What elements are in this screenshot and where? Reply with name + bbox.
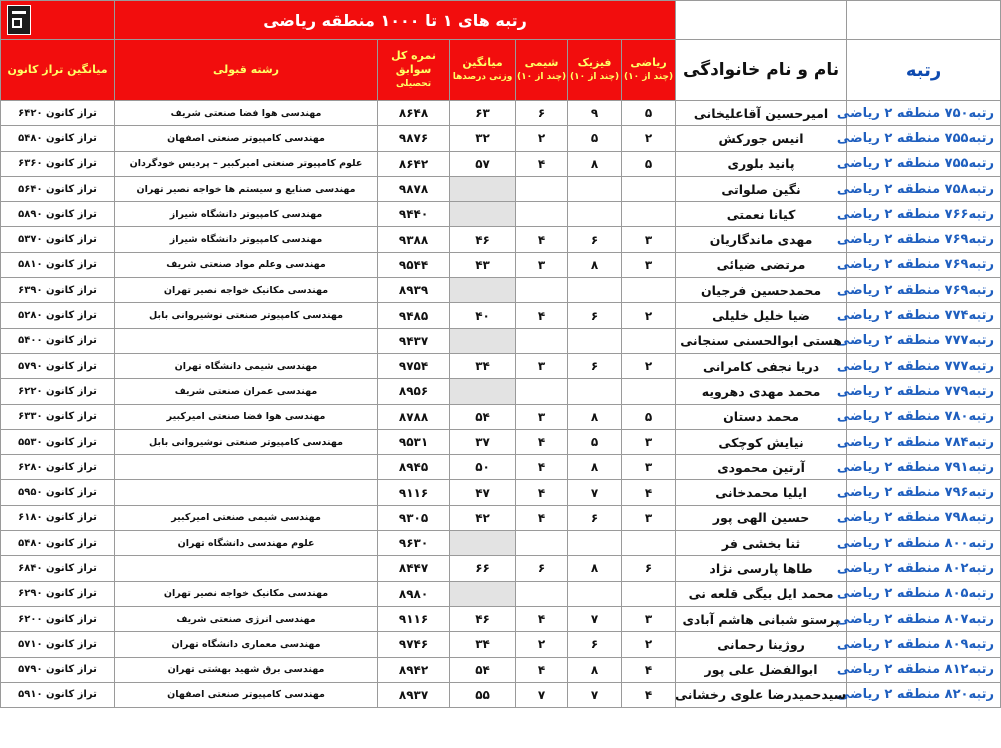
table-row xyxy=(1,505,1001,530)
cell-major: مهندسی کامپیوتر صنعتی نوشیروانی بابل xyxy=(115,429,378,454)
table-row xyxy=(1,682,1001,707)
title-blank-mid xyxy=(676,1,847,40)
table-row xyxy=(1,126,1001,151)
cell-avg: ۵۴ xyxy=(450,657,516,682)
cell-kanoon: تراز کانون ۵۹۱۰ xyxy=(1,682,115,707)
cell-physics: ۷ xyxy=(568,606,622,631)
cell-score: ۹۸۷۸ xyxy=(378,176,450,201)
header-physics xyxy=(568,40,622,101)
cell-kanoon: تراز کانون ۶۸۴۰ xyxy=(1,556,115,581)
table-body xyxy=(1,101,1001,708)
cell-major: مهندسی کامپیوتر صنعتی اصفهان xyxy=(115,126,378,151)
cell-major: مهندسی کامپیوتر دانشگاه شیراز xyxy=(115,202,378,227)
cell-name: هستی ابوالحسنی سنجانی xyxy=(676,328,847,353)
cell-avg: ۵۵ xyxy=(450,682,516,707)
cell-score: ۸۶۴۸ xyxy=(378,101,450,126)
cell-score: ۹۵۴۴ xyxy=(378,252,450,277)
cell-chemistry: ۴ xyxy=(516,429,568,454)
cell-major: مهندسی هوا فضا صنعتی شریف xyxy=(115,101,378,126)
kanoon-logo-icon xyxy=(7,5,31,35)
cell-math: ۳ xyxy=(622,505,676,530)
cell-name: محمد مهدی دهرویه xyxy=(676,379,847,404)
cell-major: مهندسی معماری دانشگاه تهران xyxy=(115,632,378,657)
cell-chemistry: ۴ xyxy=(516,505,568,530)
cell-name: نیایش کوچکی xyxy=(676,429,847,454)
cell-physics: ۹ xyxy=(568,101,622,126)
cell-name: پانید بلوری xyxy=(676,151,847,176)
cell-chemistry xyxy=(516,202,568,227)
cell-physics: ۸ xyxy=(568,151,622,176)
cell-score: ۹۷۵۴ xyxy=(378,353,450,378)
cell-name: ابوالفضل علی پور xyxy=(676,657,847,682)
table-row xyxy=(1,531,1001,556)
header-score-label: نمره کل سوابق xyxy=(391,49,436,76)
cell-math: ۳ xyxy=(622,227,676,252)
cell-math: ۶ xyxy=(622,556,676,581)
cell-kanoon: تراز کانون ۵۲۸۰ xyxy=(1,303,115,328)
cell-physics: ۸ xyxy=(568,657,622,682)
cell-rank: رتبه۷۹۸ منطقه ۲ ریاضی xyxy=(847,505,1001,530)
cell-avg: ۴۶ xyxy=(450,606,516,631)
cell-chemistry: ۴ xyxy=(516,455,568,480)
header-major: رشته قبولی xyxy=(115,40,378,101)
cell-rank: رتبه۷۵۵ منطقه ۲ ریاضی xyxy=(847,151,1001,176)
header-physics-label: فیزیک xyxy=(577,56,612,69)
table-row xyxy=(1,252,1001,277)
cell-kanoon: تراز کانون ۵۹۵۰ xyxy=(1,480,115,505)
cell-chemistry: ۲ xyxy=(516,632,568,657)
table-row xyxy=(1,278,1001,303)
cell-major xyxy=(115,480,378,505)
cell-score: ۹۱۱۶ xyxy=(378,480,450,505)
cell-kanoon: تراز کانون ۵۴۸۰ xyxy=(1,126,115,151)
cell-rank: رتبه۷۷۷ منطقه ۲ ریاضی xyxy=(847,328,1001,353)
table-row xyxy=(1,101,1001,126)
cell-avg: ۶۶ xyxy=(450,556,516,581)
cell-chemistry: ۶ xyxy=(516,101,568,126)
cell-name: محمد دستان xyxy=(676,404,847,429)
cell-chemistry: ۶ xyxy=(516,556,568,581)
cell-score: ۸۹۴۲ xyxy=(378,657,450,682)
cell-major: مهندسی وعلم مواد صنعتی شریف xyxy=(115,252,378,277)
cell-rank: رتبه۷۸۰ منطقه ۲ ریاضی xyxy=(847,404,1001,429)
cell-major: مهندسی هوا فضا صنعتی امیرکبیر xyxy=(115,404,378,429)
cell-major: مهندسی مکانیک خواجه نصیر تهران xyxy=(115,278,378,303)
cell-math: ۲ xyxy=(622,303,676,328)
cell-math: ۳ xyxy=(622,429,676,454)
header-avg-label: میانگین xyxy=(462,56,503,69)
cell-score: ۹۶۳۰ xyxy=(378,531,450,556)
header-chemistry-label: شیمی xyxy=(524,56,559,69)
cell-chemistry: ۷ xyxy=(516,682,568,707)
cell-kanoon: تراز کانون ۶۴۲۰ xyxy=(1,101,115,126)
table-row xyxy=(1,657,1001,682)
cell-chemistry: ۴ xyxy=(516,151,568,176)
cell-kanoon: تراز کانون ۶۲۸۰ xyxy=(1,455,115,480)
header-name: نام و نام خانوادگی xyxy=(676,40,847,101)
header-rank: رتبه xyxy=(847,40,1001,101)
cell-avg: ۶۳ xyxy=(450,101,516,126)
cell-math: ۵ xyxy=(622,101,676,126)
cell-physics xyxy=(568,202,622,227)
cell-major xyxy=(115,328,378,353)
cell-physics: ۸ xyxy=(568,252,622,277)
cell-chemistry: ۳ xyxy=(516,404,568,429)
cell-avg: ۴۳ xyxy=(450,252,516,277)
cell-avg: ۵۴ xyxy=(450,404,516,429)
cell-name: ثنا بخشی فر xyxy=(676,531,847,556)
cell-name: ایلیا محمدخانی xyxy=(676,480,847,505)
cell-physics: ۵ xyxy=(568,429,622,454)
cell-rank: رتبه۷۵۰ منطقه ۲ ریاضی xyxy=(847,101,1001,126)
cell-kanoon: تراز کانون ۵۳۷۰ xyxy=(1,227,115,252)
cell-major: مهندسی کامپیوتر دانشگاه شیراز xyxy=(115,227,378,252)
table-row xyxy=(1,227,1001,252)
cell-math xyxy=(622,278,676,303)
cell-rank: رتبه۷۷۴ منطقه ۲ ریاضی xyxy=(847,303,1001,328)
cell-physics: ۶ xyxy=(568,227,622,252)
table-row xyxy=(1,480,1001,505)
cell-chemistry: ۴ xyxy=(516,657,568,682)
cell-math xyxy=(622,379,676,404)
cell-score: ۹۴۳۷ xyxy=(378,328,450,353)
cell-avg xyxy=(450,176,516,201)
table-row xyxy=(1,632,1001,657)
cell-major xyxy=(115,556,378,581)
cell-physics: ۸ xyxy=(568,455,622,480)
cell-avg: ۳۴ xyxy=(450,353,516,378)
cell-chemistry: ۳ xyxy=(516,252,568,277)
cell-physics xyxy=(568,531,622,556)
cell-name: آرتین محمودی xyxy=(676,455,847,480)
cell-name: انیس جورکش xyxy=(676,126,847,151)
header-score xyxy=(378,40,450,101)
cell-math: ۳ xyxy=(622,606,676,631)
cell-major: مهندسی مکانیک خواجه نصیر تهران xyxy=(115,581,378,606)
cell-math: ۴ xyxy=(622,682,676,707)
title-row xyxy=(1,1,1001,40)
cell-kanoon: تراز کانون ۵۶۴۰ xyxy=(1,176,115,201)
cell-kanoon: تراز کانون ۶۳۳۰ xyxy=(1,404,115,429)
title-blank-right xyxy=(847,1,1001,40)
cell-name: مرتضی ضیائی xyxy=(676,252,847,277)
cell-score: ۸۴۴۷ xyxy=(378,556,450,581)
cell-avg: ۴۲ xyxy=(450,505,516,530)
cell-score: ۸۹۴۵ xyxy=(378,455,450,480)
cell-physics: ۶ xyxy=(568,505,622,530)
cell-physics: ۷ xyxy=(568,682,622,707)
cell-score: ۹۷۴۶ xyxy=(378,632,450,657)
cell-name: طاها پارسی نژاد xyxy=(676,556,847,581)
cell-avg xyxy=(450,379,516,404)
header-avg xyxy=(450,40,516,101)
cell-avg: ۳۷ xyxy=(450,429,516,454)
table-row xyxy=(1,606,1001,631)
cell-physics xyxy=(568,581,622,606)
page-title: رتبه های ۱ تا ۱۰۰۰ منطقه ریاضی xyxy=(115,1,676,40)
cell-avg: ۵۰ xyxy=(450,455,516,480)
cell-name: سیدحمیدرضا علوی رخشانی xyxy=(676,682,847,707)
cell-chemistry: ۴ xyxy=(516,480,568,505)
cell-rank: رتبه۷۹۱ منطقه ۲ ریاضی xyxy=(847,455,1001,480)
cell-kanoon: تراز کانون ۵۴۰۰ xyxy=(1,328,115,353)
cell-name: محمدحسین فرجیان xyxy=(676,278,847,303)
cell-physics: ۸ xyxy=(568,404,622,429)
cell-kanoon: تراز کانون ۶۲۰۰ xyxy=(1,606,115,631)
cell-chemistry: ۲ xyxy=(516,126,568,151)
cell-math: ۲ xyxy=(622,126,676,151)
cell-name: ضیا خلیل خلیلی xyxy=(676,303,847,328)
cell-kanoon: تراز کانون ۵۷۹۰ xyxy=(1,353,115,378)
cell-chemistry: ۴ xyxy=(516,303,568,328)
cell-kanoon: تراز کانون ۶۳۶۰ xyxy=(1,151,115,176)
cell-math xyxy=(622,328,676,353)
cell-rank: رتبه۸۰۹ منطقه ۲ ریاضی xyxy=(847,632,1001,657)
cell-rank: رتبه۷۷۹ منطقه ۲ ریاضی xyxy=(847,379,1001,404)
header-physics-sub: (چند از ۱۰) xyxy=(569,72,620,82)
table-row xyxy=(1,353,1001,378)
cell-avg: ۴۰ xyxy=(450,303,516,328)
table-row xyxy=(1,581,1001,606)
cell-name: پرستو شبانی هاشم آبادی xyxy=(676,606,847,631)
cell-math: ۵ xyxy=(622,151,676,176)
cell-rank: رتبه۸۲۰ منطقه ۲ ریاضی xyxy=(847,682,1001,707)
cell-math: ۴ xyxy=(622,657,676,682)
cell-score: ۸۹۳۷ xyxy=(378,682,450,707)
cell-name: حسین الهی پور xyxy=(676,505,847,530)
cell-score: ۹۱۱۶ xyxy=(378,606,450,631)
cell-physics: ۷ xyxy=(568,480,622,505)
cell-score: ۹۸۷۶ xyxy=(378,126,450,151)
header-math xyxy=(622,40,676,101)
cell-kanoon: تراز کانون ۵۷۹۰ xyxy=(1,657,115,682)
header-math-sub: (چند از ۱۰) xyxy=(623,72,674,82)
cell-major: علوم کامپیوتر صنعتی امیرکبیر – پردیس خودگردان xyxy=(115,151,378,176)
header-kanoon: میانگین تراز کانون xyxy=(1,40,115,101)
cell-math: ۴ xyxy=(622,480,676,505)
cell-rank: رتبه۷۶۹ منطقه ۲ ریاضی xyxy=(847,227,1001,252)
header-math-label: ریاضی xyxy=(630,56,667,69)
cell-score: ۹۴۸۵ xyxy=(378,303,450,328)
cell-major: مهندسی کامپیوتر صنعتی اصفهان xyxy=(115,682,378,707)
cell-score: ۹۵۳۱ xyxy=(378,429,450,454)
header-score-sub: تحصیلی xyxy=(395,79,432,89)
cell-kanoon: تراز کانون ۵۷۱۰ xyxy=(1,632,115,657)
cell-chemistry xyxy=(516,278,568,303)
table-row xyxy=(1,455,1001,480)
cell-kanoon: تراز کانون ۵۸۹۰ xyxy=(1,202,115,227)
cell-chemistry xyxy=(516,176,568,201)
cell-avg: ۳۴ xyxy=(450,632,516,657)
cell-major: مهندسی کامپیوتر صنعتی نوشیروانی بابل xyxy=(115,303,378,328)
cell-name: مهدی ماندگاریان xyxy=(676,227,847,252)
cell-avg xyxy=(450,581,516,606)
table-row xyxy=(1,176,1001,201)
table-row xyxy=(1,404,1001,429)
cell-name: کیانا نعمتی xyxy=(676,202,847,227)
cell-rank: رتبه۸۰۰ منطقه ۲ ریاضی xyxy=(847,531,1001,556)
table-row xyxy=(1,202,1001,227)
cell-avg xyxy=(450,328,516,353)
cell-physics xyxy=(568,328,622,353)
cell-kanoon: تراز کانون ۶۲۹۰ xyxy=(1,581,115,606)
header-row xyxy=(1,40,1001,101)
cell-score: ۹۳۰۵ xyxy=(378,505,450,530)
cell-chemistry xyxy=(516,531,568,556)
cell-rank: رتبه۸۱۲ منطقه ۲ ریاضی xyxy=(847,657,1001,682)
cell-rank: رتبه۷۶۹ منطقه ۲ ریاضی xyxy=(847,252,1001,277)
cell-rank: رتبه۷۹۶ منطقه ۲ ریاضی xyxy=(847,480,1001,505)
cell-score: ۸۹۸۰ xyxy=(378,581,450,606)
cell-major: مهندسی برق شهید بهشتی تهران xyxy=(115,657,378,682)
cell-math: ۲ xyxy=(622,632,676,657)
cell-major: مهندسی عمران صنعتی شریف xyxy=(115,379,378,404)
cell-physics xyxy=(568,379,622,404)
cell-rank: رتبه۸۰۲ منطقه ۲ ریاضی xyxy=(847,556,1001,581)
cell-math: ۳ xyxy=(622,252,676,277)
cell-score: ۸۶۴۲ xyxy=(378,151,450,176)
cell-name: محمد ایل بیگی قلعه نی xyxy=(676,581,847,606)
cell-physics: ۸ xyxy=(568,556,622,581)
cell-chemistry xyxy=(516,581,568,606)
cell-rank: رتبه۷۵۸ منطقه ۲ ریاضی xyxy=(847,176,1001,201)
table-row xyxy=(1,151,1001,176)
table-row xyxy=(1,429,1001,454)
cell-major: علوم مهندسی دانشگاه تهران xyxy=(115,531,378,556)
cell-name: دریا نجفی کامرانی xyxy=(676,353,847,378)
cell-rank: رتبه۷۵۵ منطقه ۲ ریاضی xyxy=(847,126,1001,151)
cell-physics: ۶ xyxy=(568,353,622,378)
table-row xyxy=(1,303,1001,328)
cell-rank: رتبه۸۰۵ منطقه ۲ ریاضی xyxy=(847,581,1001,606)
table-row xyxy=(1,328,1001,353)
table-row xyxy=(1,556,1001,581)
cell-avg xyxy=(450,531,516,556)
cell-score: ۸۷۸۸ xyxy=(378,404,450,429)
table-row xyxy=(1,379,1001,404)
cell-score: ۹۴۴۰ xyxy=(378,202,450,227)
cell-score: ۹۳۸۸ xyxy=(378,227,450,252)
cell-avg: ۳۲ xyxy=(450,126,516,151)
cell-avg xyxy=(450,278,516,303)
cell-math xyxy=(622,531,676,556)
logo-cell xyxy=(1,1,115,40)
cell-chemistry: ۴ xyxy=(516,227,568,252)
cell-chemistry xyxy=(516,379,568,404)
header-chemistry xyxy=(516,40,568,101)
cell-major: مهندسی شیمی صنعتی امیرکبیر xyxy=(115,505,378,530)
cell-rank: رتبه۷۸۴ منطقه ۲ ریاضی xyxy=(847,429,1001,454)
cell-math: ۲ xyxy=(622,353,676,378)
cell-physics: ۵ xyxy=(568,126,622,151)
cell-score: ۸۹۵۶ xyxy=(378,379,450,404)
cell-score: ۸۹۳۹ xyxy=(378,278,450,303)
cell-avg xyxy=(450,202,516,227)
cell-rank: رتبه۸۰۷ منطقه ۲ ریاضی xyxy=(847,606,1001,631)
cell-name: نگین صلواتی xyxy=(676,176,847,201)
cell-major: مهندسی شیمی دانشگاه تهران xyxy=(115,353,378,378)
cell-kanoon: تراز کانون ۵۵۳۰ xyxy=(1,429,115,454)
cell-avg: ۴۷ xyxy=(450,480,516,505)
cell-math: ۳ xyxy=(622,455,676,480)
header-chemistry-sub: (چند از ۱۰) xyxy=(516,72,567,82)
cell-rank: رتبه۷۶۹ منطقه ۲ ریاضی xyxy=(847,278,1001,303)
cell-math xyxy=(622,176,676,201)
cell-major: مهندسی صنایع و سیستم ها خواجه نصیر تهران xyxy=(115,176,378,201)
cell-physics xyxy=(568,176,622,201)
cell-kanoon: تراز کانون ۶۱۸۰ xyxy=(1,505,115,530)
cell-rank: رتبه۷۶۶ منطقه ۲ ریاضی xyxy=(847,202,1001,227)
cell-chemistry xyxy=(516,328,568,353)
cell-name: روژینا رحمانی xyxy=(676,632,847,657)
cell-physics: ۶ xyxy=(568,632,622,657)
cell-name: امیرحسین آقاعلیخانی xyxy=(676,101,847,126)
cell-kanoon: تراز کانون ۶۳۹۰ xyxy=(1,278,115,303)
cell-avg: ۵۷ xyxy=(450,151,516,176)
cell-major: مهندسی انرژی صنعتی شریف xyxy=(115,606,378,631)
cell-chemistry: ۴ xyxy=(516,606,568,631)
cell-kanoon: تراز کانون ۶۲۲۰ xyxy=(1,379,115,404)
header-avg-sub: وزنی درصدها xyxy=(452,72,513,82)
cell-math xyxy=(622,581,676,606)
cell-major xyxy=(115,455,378,480)
cell-rank: رتبه۷۷۷ منطقه ۲ ریاضی xyxy=(847,353,1001,378)
cell-kanoon: تراز کانون ۵۴۸۰ xyxy=(1,531,115,556)
cell-avg: ۴۶ xyxy=(450,227,516,252)
cell-chemistry: ۳ xyxy=(516,353,568,378)
cell-kanoon: تراز کانون ۵۸۱۰ xyxy=(1,252,115,277)
cell-math xyxy=(622,202,676,227)
cell-math: ۵ xyxy=(622,404,676,429)
cell-physics: ۶ xyxy=(568,303,622,328)
cell-physics xyxy=(568,278,622,303)
